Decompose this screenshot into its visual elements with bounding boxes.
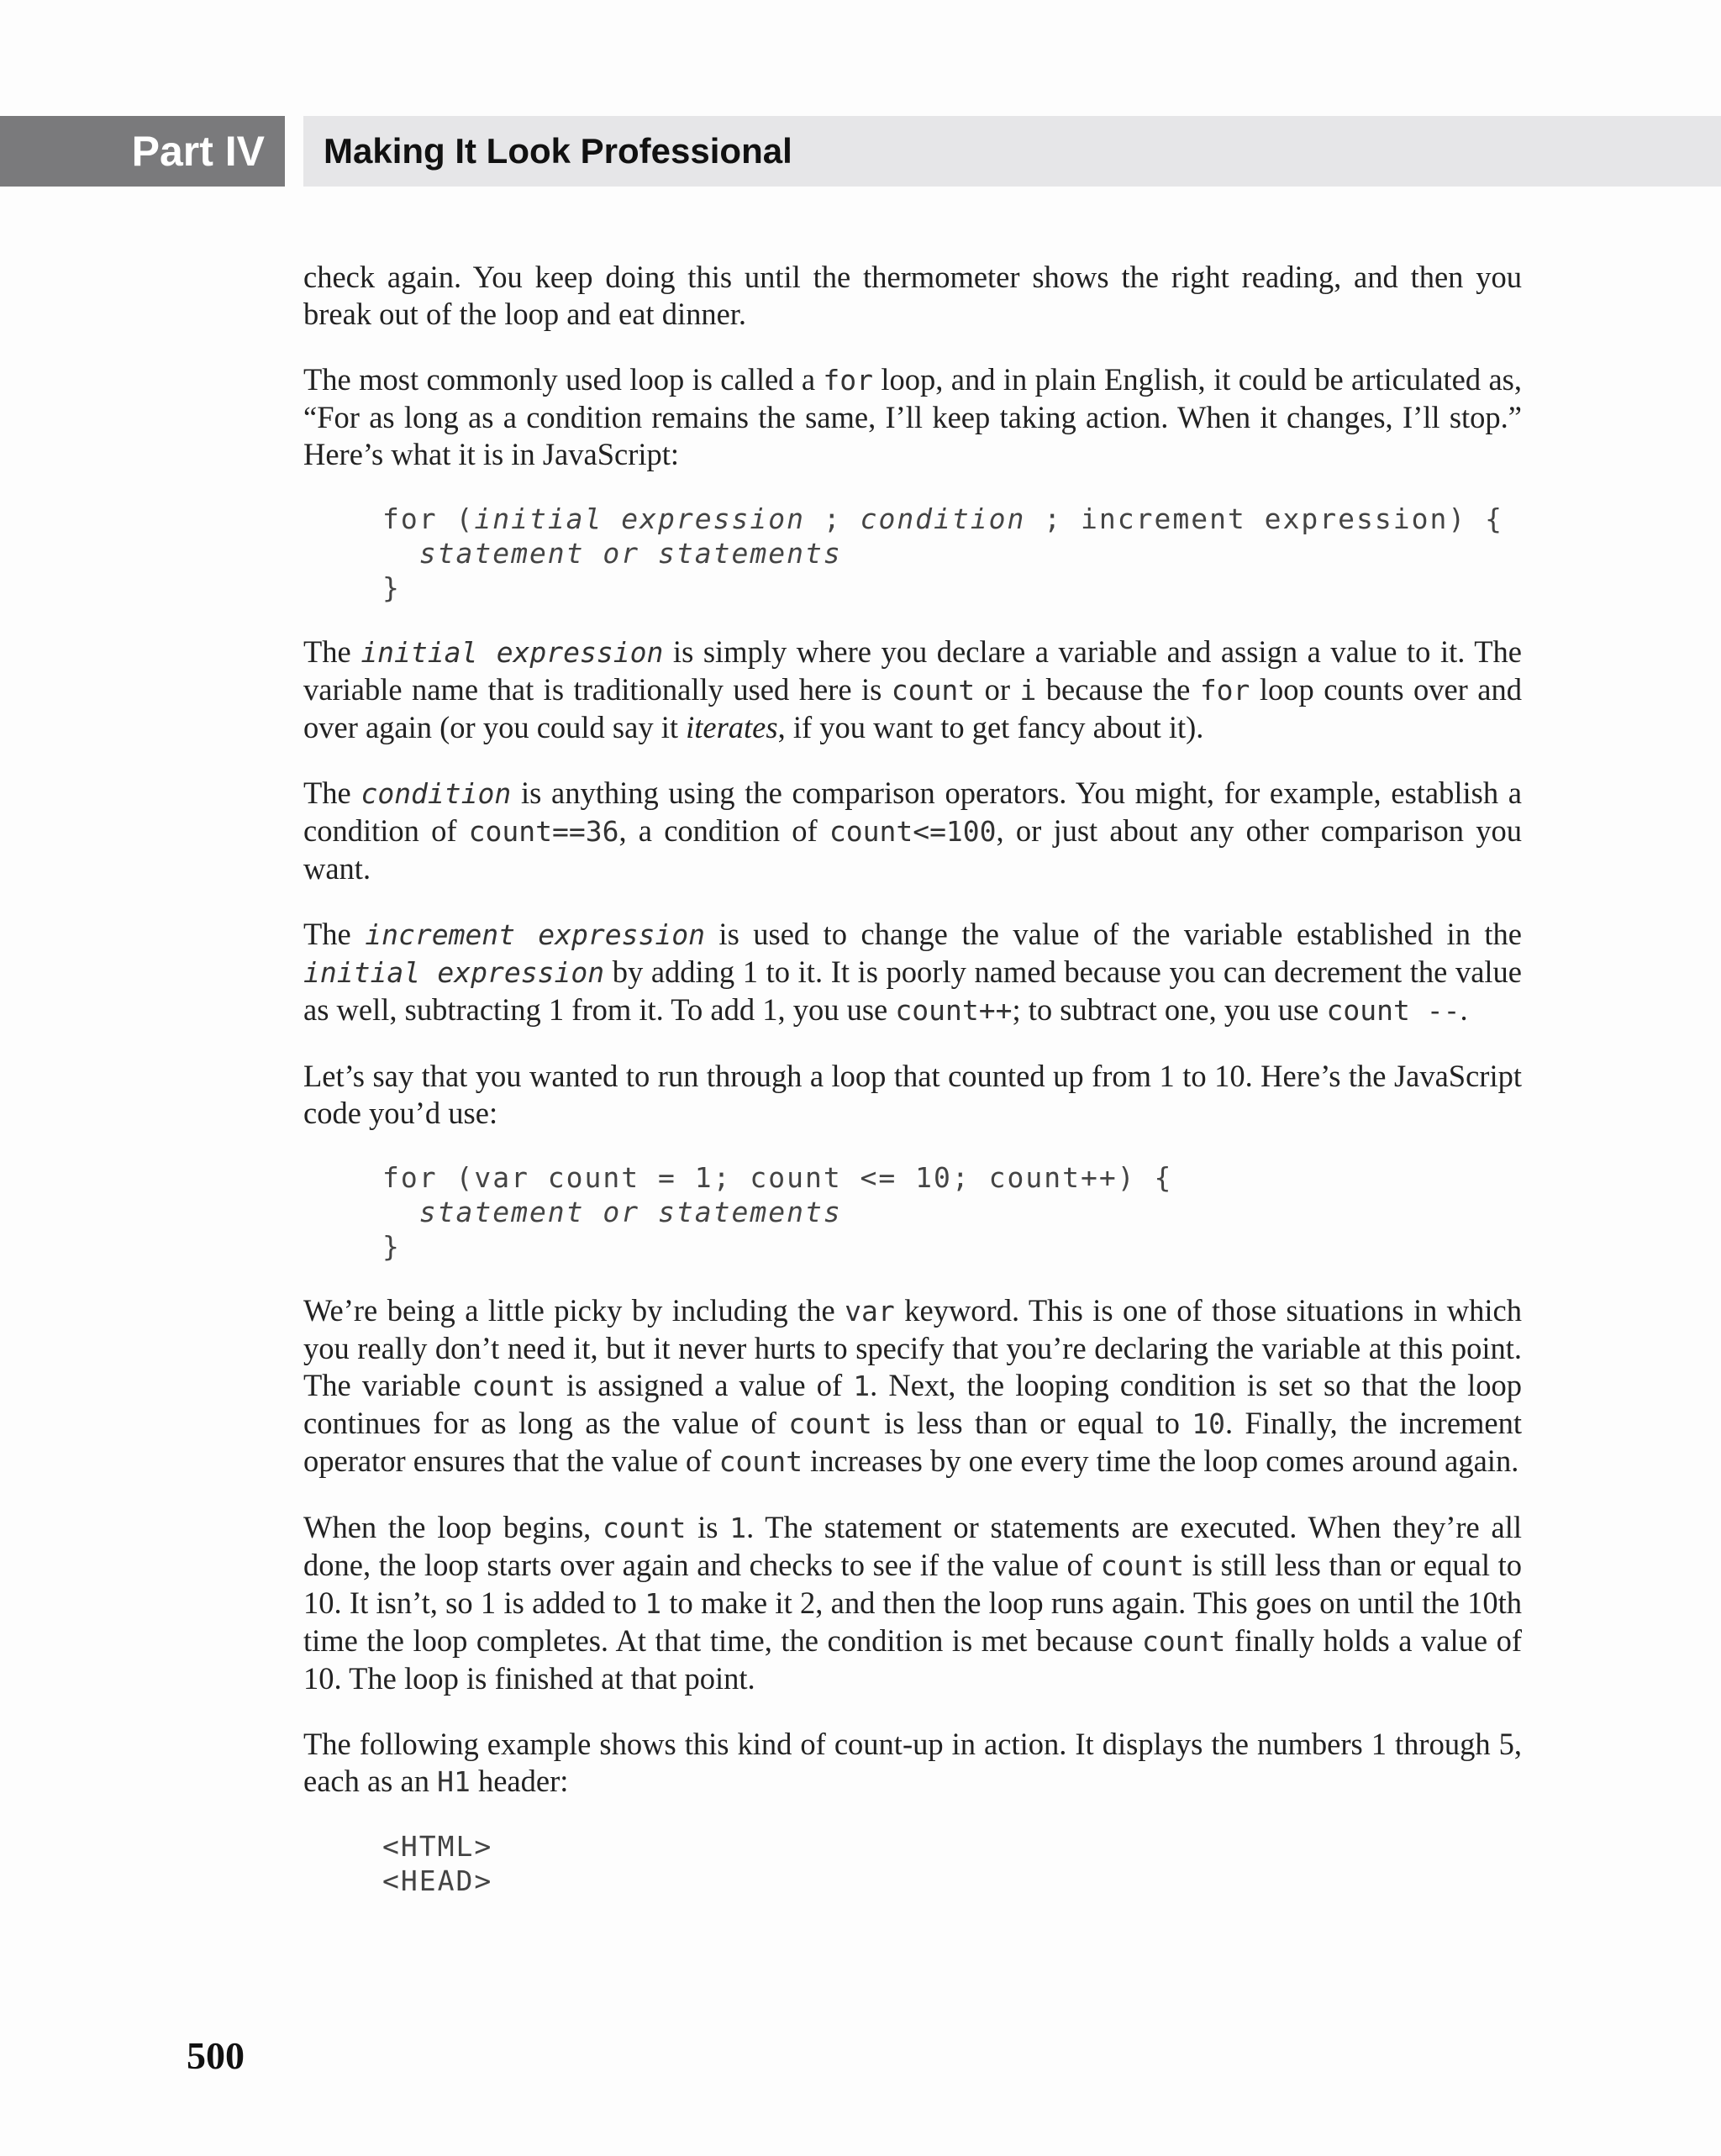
text: Let’s say that you wanted to run through a loop that counted up from 1 to 10. Here’s the JavaScript code you’d use:: [303, 1059, 1522, 1130]
paragraph: [303, 1509, 1522, 1697]
inline-code: initial expression: [303, 956, 605, 989]
text: is anything using the comparison operators. You might, for example, establish a condition of: [303, 776, 1523, 848]
inline-code: for: [823, 364, 874, 397]
code-block-syntax: [382, 502, 1522, 605]
code-placeholder: statement or statements: [382, 1196, 842, 1228]
code-placeholder: initial expression: [474, 502, 805, 535]
inline-code: 1: [729, 1512, 747, 1544]
text: We’re being a little picky by including the: [303, 1293, 845, 1328]
page-number: 500: [187, 2034, 245, 2077]
code-text: ;: [804, 502, 860, 535]
emphasis: iterates: [686, 710, 778, 744]
text: to make it 2, and then the loop runs again. This goes on until the 10th time the loop completes. At that time, the condition is met because: [303, 1585, 1522, 1658]
text: .: [1460, 992, 1468, 1027]
inline-code: count: [788, 1407, 872, 1440]
text: The: [303, 917, 366, 951]
paragraph: [303, 1292, 1522, 1480]
code-line: }: [382, 1230, 401, 1263]
text: is: [686, 1510, 730, 1544]
inline-code: count: [471, 1370, 555, 1402]
text: increases by one every time the loop comes around again.: [802, 1443, 1519, 1478]
text: The most commonly used loop is called a: [303, 362, 824, 397]
code-line: for (var count = 1; count <= 10; count++) {: [382, 1161, 1173, 1194]
paragraph: [303, 259, 1522, 333]
code-line: }: [382, 571, 401, 604]
text: When the loop begins,: [303, 1510, 603, 1544]
paragraph: [303, 361, 1522, 473]
inline-code: count: [718, 1445, 803, 1478]
text: is less than or equal to: [871, 1406, 1192, 1440]
inline-code: count<=100: [829, 815, 997, 848]
paragraph: [303, 1058, 1522, 1132]
inline-code: 1: [645, 1587, 662, 1620]
code-line: [382, 536, 1522, 571]
code-block-html: [382, 1829, 1522, 1898]
text: finally holds a value of 10. The loop is finished at that point.: [303, 1623, 1522, 1696]
inline-code: count --: [1326, 994, 1460, 1027]
text: is assigned a value of: [555, 1368, 854, 1402]
text: loop counts over and over again (or you could say it: [303, 672, 1522, 744]
text: . Finally, the increment operator ensures that the value of: [303, 1406, 1523, 1478]
part-label-text: Part IV: [131, 128, 265, 175]
page-body: [303, 259, 1522, 1927]
text: , a condition of: [618, 813, 829, 848]
paragraph: [303, 1726, 1522, 1801]
text: because the: [1036, 672, 1200, 707]
paragraph: [303, 634, 1522, 746]
text: is simply where you declare a variable and assign a value to it. The variable name that is traditionally used here is: [303, 634, 1522, 707]
text: The: [303, 776, 361, 810]
text: The following example shows this kind of count-up in action. It displays the numbers 1 through 5, each as an: [303, 1727, 1522, 1798]
code-line: <HEAD>: [382, 1864, 493, 1897]
code-line: [382, 1195, 1522, 1229]
code-placeholder: condition: [860, 502, 1026, 535]
inline-code: for: [1199, 674, 1250, 707]
inline-code: count++: [895, 994, 1013, 1027]
text: , or just about any other comparison you want.: [303, 813, 1522, 886]
inline-code: H1: [437, 1765, 471, 1798]
text: The: [303, 634, 361, 669]
inline-code: i: [1019, 674, 1037, 707]
inline-code: count==36: [468, 815, 619, 848]
text: is used to change the value of the variable established in the: [704, 917, 1523, 951]
inline-code: 1: [853, 1370, 871, 1402]
text: loop, and in plain English, it could be articulated as, “For as long as a condition remains the same, I’ll keep taking action. When it changes, I’ll stop.” Here’s what it is in JavaScript:: [303, 362, 1522, 471]
text: . The statement or statements are executed. When they’re all done, the loop starts over again and checks to see if the value of: [303, 1510, 1522, 1582]
inline-code: count: [1100, 1549, 1185, 1582]
text: header:: [470, 1764, 569, 1798]
paragraph: [303, 775, 1522, 887]
code-block-example: [382, 1160, 1522, 1264]
text: , if you want to get fancy about it).: [777, 710, 1204, 744]
inline-code: count: [1142, 1625, 1226, 1658]
inline-code: 10: [1192, 1407, 1225, 1440]
text: ; to subtract one, you use: [1012, 992, 1327, 1027]
part-label: [0, 116, 285, 187]
code-text: for (: [382, 502, 475, 535]
text: is still less than or equal to 10. It isn’t, so 1 is added to: [303, 1548, 1522, 1620]
chapter-title: Making It Look Professional: [324, 131, 792, 171]
chapter-title-band: [303, 116, 1721, 187]
code-text: ; increment expression) {: [1025, 502, 1503, 535]
code-line: <HTML>: [382, 1830, 493, 1863]
inline-code: var: [845, 1295, 895, 1328]
text: by adding 1 to it. It is poorly named because you can decrement the value as well, subtracting 1 from it. To add 1, you use: [303, 954, 1522, 1027]
code-line: [382, 502, 1522, 536]
inline-code: initial expression: [361, 636, 664, 669]
inline-code: increment expression: [365, 918, 705, 951]
paragraph: [303, 916, 1522, 1029]
text: keyword. This is one of those situations in which you really don’t need it, but it never hurts to specify that you’re declaring the variable at this point. The variable: [303, 1293, 1522, 1402]
code-placeholder: statement or statements: [382, 537, 842, 570]
inline-code: condition: [361, 777, 512, 810]
inline-code: count: [891, 674, 976, 707]
text: . Next, the looping condition is set so that the loop continues for as long as the value of: [303, 1368, 1522, 1440]
text: or: [975, 672, 1020, 707]
inline-code: count: [603, 1512, 687, 1544]
text: check again. You keep doing this until the thermometer shows the right reading, and then you break out of the loop and eat dinner.: [303, 260, 1522, 331]
